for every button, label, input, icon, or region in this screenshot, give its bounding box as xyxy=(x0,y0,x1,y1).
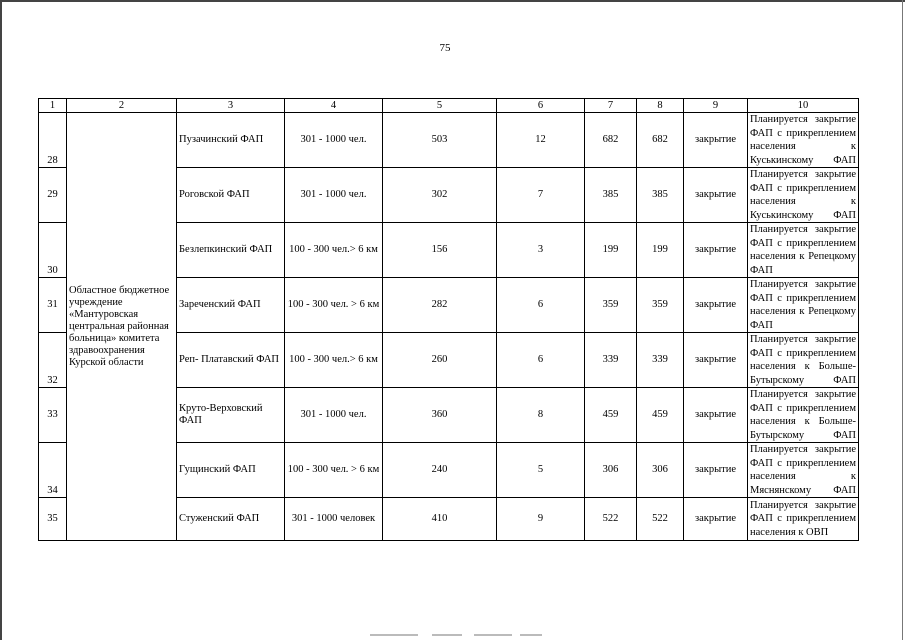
row-number: 31 xyxy=(39,278,67,333)
facility-name: Безлепкинский ФАП xyxy=(177,223,285,278)
note-cell: Планируется закрытие ФАП с прикреплением населения к Куськинскому ФАП xyxy=(748,113,859,168)
column-header: 6 xyxy=(497,99,585,113)
row-number: 28 xyxy=(39,113,67,168)
value-col6: 5 xyxy=(497,443,585,498)
column-header: 10 xyxy=(748,99,859,113)
facility-name: Реп- Платавский ФАП xyxy=(177,333,285,388)
note-cell: Планируется закрытие ФАП с прикреплением населения к Репецкому ФАП xyxy=(748,223,859,278)
scan-border-left xyxy=(0,0,2,640)
value-col7: 682 xyxy=(585,113,637,168)
value-col8: 359 xyxy=(637,278,684,333)
value-col6: 6 xyxy=(497,278,585,333)
value-col7: 459 xyxy=(585,388,637,443)
row-number: 35 xyxy=(39,498,67,541)
population-range: 301 - 1000 чел. xyxy=(285,113,383,168)
value-col5: 503 xyxy=(383,113,497,168)
organization-cell: Областное бюджетное учреждение «Мантуровская центральная районная больница» комитета здравоохранения Курской области xyxy=(67,113,177,541)
column-header: 9 xyxy=(684,99,748,113)
scan-artifact-marks xyxy=(370,634,550,637)
facility-name: Зареченский ФАП xyxy=(177,278,285,333)
value-col6: 9 xyxy=(497,498,585,541)
value-col7: 359 xyxy=(585,278,637,333)
facility-name: Стуженский ФАП xyxy=(177,498,285,541)
value-col7: 339 xyxy=(585,333,637,388)
value-col5: 282 xyxy=(383,278,497,333)
action-cell: закрытие xyxy=(684,388,748,443)
value-col7: 522 xyxy=(585,498,637,541)
value-col7: 385 xyxy=(585,168,637,223)
note-cell: Планируется закрытие ФАП с прикреплением населения к Репецкому ФАП xyxy=(748,278,859,333)
value-col7: 199 xyxy=(585,223,637,278)
value-col5: 260 xyxy=(383,333,497,388)
population-range: 100 - 300 чел.> 6 км xyxy=(285,333,383,388)
note-cell: Планируется закрытие ФАП с прикреплением населения к Больше-Бутырскому ФАП xyxy=(748,388,859,443)
value-col6: 6 xyxy=(497,333,585,388)
column-header: 3 xyxy=(177,99,285,113)
value-col6: 7 xyxy=(497,168,585,223)
note-cell: Планируется закрытие ФАП с прикреплением населения к Мяснянскому ФАП xyxy=(748,443,859,498)
value-col5: 302 xyxy=(383,168,497,223)
population-range: 100 - 300 чел.> 6 км xyxy=(285,223,383,278)
row-number: 33 xyxy=(39,388,67,443)
value-col8: 339 xyxy=(637,333,684,388)
note-cell: Планируется закрытие ФАП с прикреплением населения к Куськинскому ФАП xyxy=(748,168,859,223)
header-row xyxy=(39,99,859,113)
row-number: 34 xyxy=(39,443,67,498)
action-cell: закрытие xyxy=(684,113,748,168)
value-col8: 682 xyxy=(637,113,684,168)
facility-name: Роговской ФАП xyxy=(177,168,285,223)
facilities-table xyxy=(38,98,859,541)
action-cell: закрытие xyxy=(684,498,748,541)
page-number: 75 xyxy=(439,42,451,54)
value-col8: 385 xyxy=(637,168,684,223)
value-col8: 306 xyxy=(637,443,684,498)
value-col5: 360 xyxy=(383,388,497,443)
column-header: 5 xyxy=(383,99,497,113)
action-cell: закрытие xyxy=(684,223,748,278)
population-range: 301 - 1000 человек xyxy=(285,498,383,541)
value-col7: 306 xyxy=(585,443,637,498)
row-number: 29 xyxy=(39,168,67,223)
column-header: 4 xyxy=(285,99,383,113)
row-number: 32 xyxy=(39,333,67,388)
value-col8: 199 xyxy=(637,223,684,278)
note-cell: Планируется закрытие ФАП с прикреплением населения к Больше-Бутырскому ФАП xyxy=(748,333,859,388)
population-range: 301 - 1000 чел. xyxy=(285,388,383,443)
population-range: 301 - 1000 чел. xyxy=(285,168,383,223)
column-header: 8 xyxy=(637,99,684,113)
population-range: 100 - 300 чел. > 6 км xyxy=(285,443,383,498)
value-col6: 3 xyxy=(497,223,585,278)
value-col5: 410 xyxy=(383,498,497,541)
action-cell: закрытие xyxy=(684,168,748,223)
value-col5: 156 xyxy=(383,223,497,278)
action-cell: закрытие xyxy=(684,443,748,498)
facility-name: Пузачинский ФАП xyxy=(177,113,285,168)
column-header: 2 xyxy=(67,99,177,113)
row-number: 30 xyxy=(39,223,67,278)
table-row xyxy=(39,113,859,168)
note-cell: Планируется закрытие ФАП с прикреплением населения к ОВП xyxy=(748,498,859,541)
value-col8: 522 xyxy=(637,498,684,541)
column-header: 7 xyxy=(585,99,637,113)
scan-border-right xyxy=(902,0,903,640)
value-col6: 8 xyxy=(497,388,585,443)
value-col8: 459 xyxy=(637,388,684,443)
value-col5: 240 xyxy=(383,443,497,498)
action-cell: закрытие xyxy=(684,333,748,388)
facility-name: Гущинский ФАП xyxy=(177,443,285,498)
column-header: 1 xyxy=(39,99,67,113)
scan-border-top xyxy=(0,0,905,2)
population-range: 100 - 300 чел. > 6 км xyxy=(285,278,383,333)
facility-name: Круто-Верховский ФАП xyxy=(177,388,285,443)
value-col6: 12 xyxy=(497,113,585,168)
action-cell: закрытие xyxy=(684,278,748,333)
